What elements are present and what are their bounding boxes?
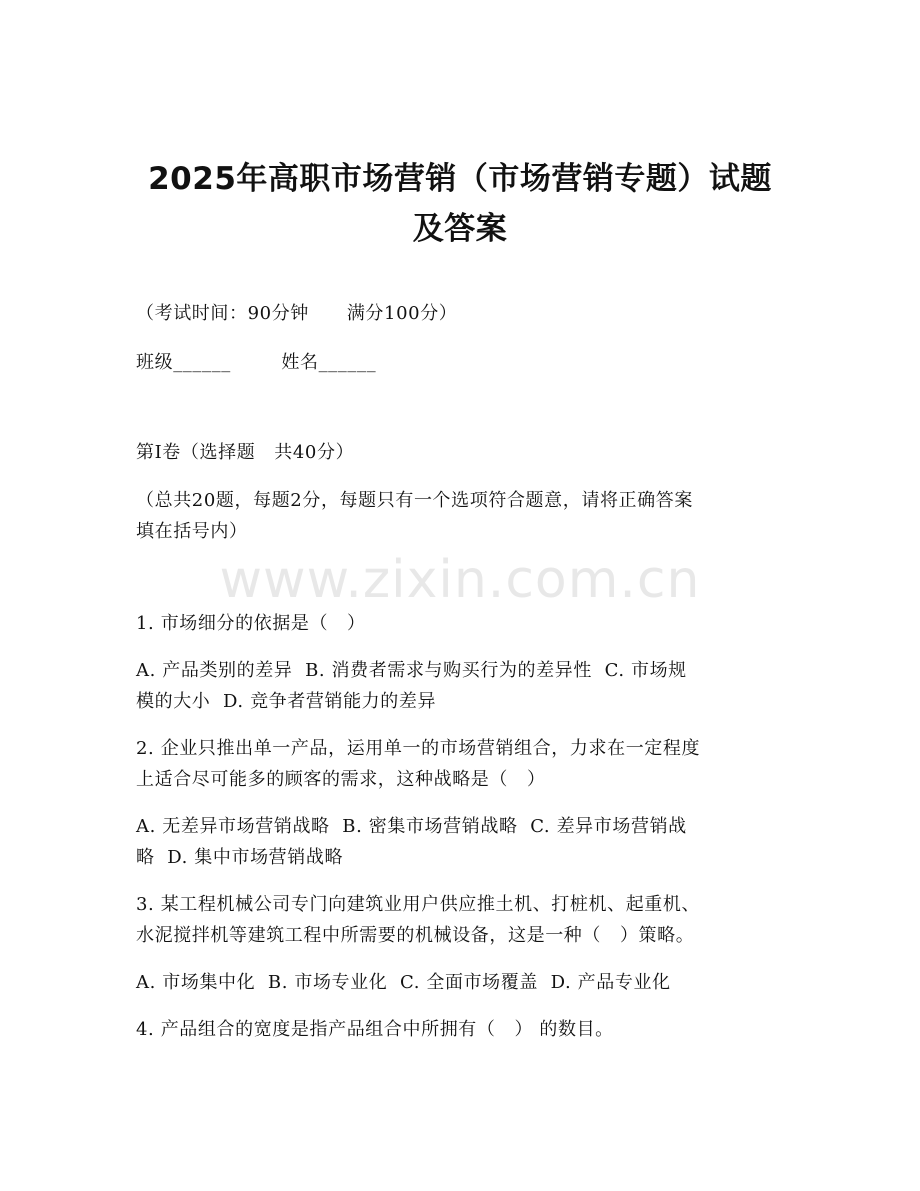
page-title-line-1: 2025年高职市场营销（市场营销专题）试题 — [148, 161, 772, 197]
question-2-options-line-1: A. 无差异市场营销战略 B. 密集市场营销战略 C. 差异市场营销战 — [136, 816, 687, 837]
question-1-options-line-2: 模的大小 D. 竞争者营销能力的差异 — [136, 691, 437, 712]
instructions-line-2: 填在括号内） — [136, 521, 248, 542]
question-4-stem: 4. 产品组合的宽度是指产品组合中所拥有（ ） 的数目。 — [136, 1019, 614, 1040]
section-title: 第Ⅰ卷（选择题 共40分） — [136, 442, 355, 463]
question-2-stem-line-2: 上适合尽可能多的顾客的需求，这种战略是（ ） — [136, 769, 546, 790]
student-info: 班级______ 姓名______ — [136, 352, 377, 373]
question-1-stem: 1. 市场细分的依据是（ ） — [136, 613, 366, 634]
question-2-options-line-2: 略 D. 集中市场营销战略 — [136, 847, 344, 868]
exam-info: （考试时间：90分钟 满分100分） — [136, 303, 458, 324]
question-2-stem-line-1: 2. 企业只推出单一产品，运用单一的市场营销组合，力求在一定程度 — [136, 738, 701, 759]
question-3-stem-line-1: 3. 某工程机械公司专门向建筑业用户供应推土机、打桩机、起重机、 — [136, 894, 701, 915]
page-title-line-2: 及答案 — [412, 211, 508, 247]
question-3-options-line-1: A. 市场集中化 B. 市场专业化 C. 全面市场覆盖 D. 产品专业化 — [136, 972, 671, 993]
question-3-stem-line-2: 水泥搅拌机等建筑工程中所需要的机械设备，这是一种（ ）策略。 — [136, 925, 695, 946]
instructions-line-1: （总共20题，每题2分，每题只有一个选项符合题意，请将正确答案 — [136, 490, 693, 511]
watermark: www.zixin.com.cn — [219, 550, 701, 610]
question-1-options-line-1: A. 产品类别的差异 B. 消费者需求与购买行为的差异性 C. 市场规 — [136, 660, 687, 681]
